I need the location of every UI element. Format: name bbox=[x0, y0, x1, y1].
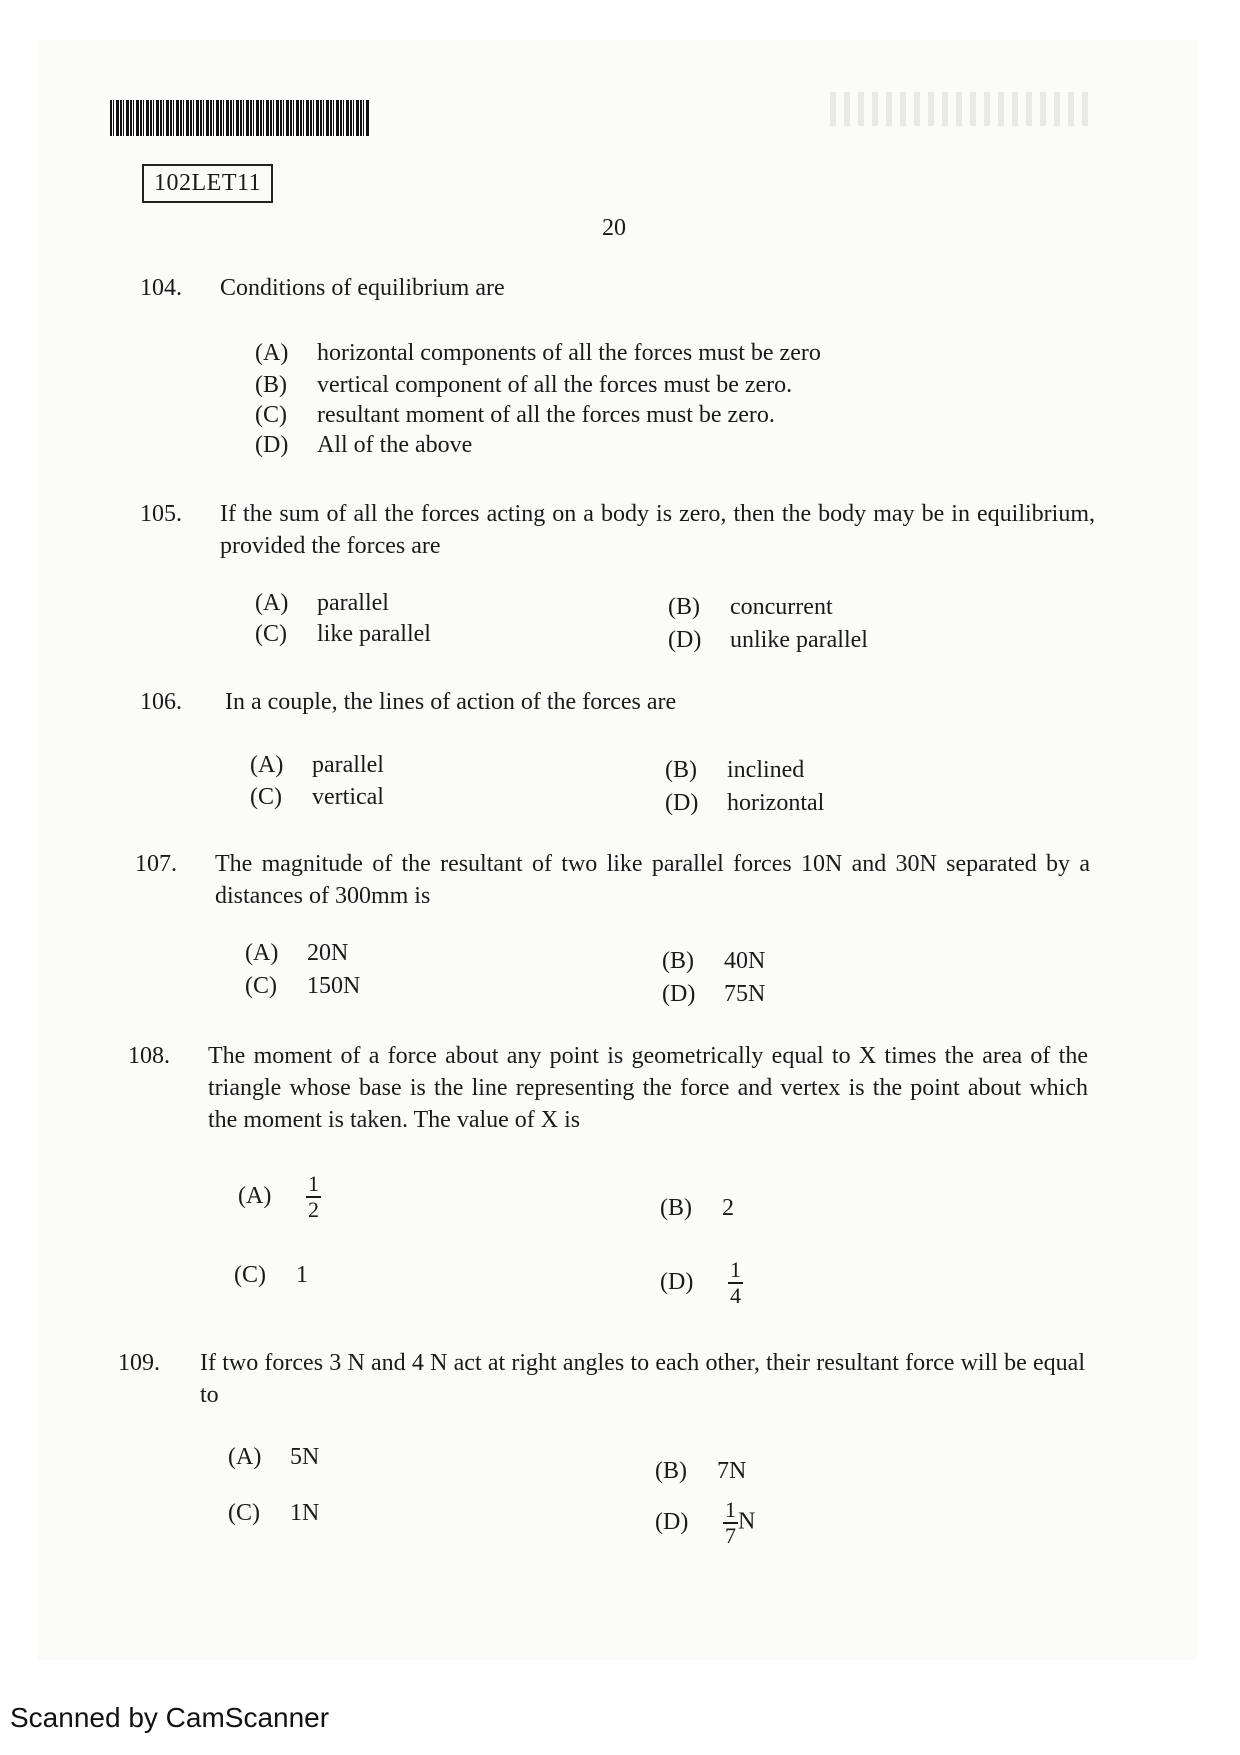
question-number: 105. bbox=[140, 501, 182, 527]
option-text: parallel bbox=[317, 590, 389, 616]
scanner-watermark: Scanned by CamScanner bbox=[10, 1702, 330, 1733]
option-text: 20N bbox=[307, 940, 349, 966]
option-106-d bbox=[665, 790, 824, 817]
option-text: 7N bbox=[717, 1458, 747, 1484]
option-label: (A) bbox=[245, 940, 279, 966]
option-105-b bbox=[668, 594, 833, 621]
option-108-b bbox=[660, 1195, 734, 1222]
option-label: (A) bbox=[238, 1182, 272, 1209]
option-label: (A) bbox=[228, 1444, 262, 1470]
option-label: (B) bbox=[668, 594, 700, 620]
option-106-b bbox=[665, 757, 804, 784]
option-text: horizontal bbox=[727, 790, 825, 816]
option-text: 1N bbox=[290, 1500, 320, 1526]
option-104-b bbox=[255, 372, 792, 399]
option-text: 75N bbox=[724, 981, 766, 1007]
option-label: (B) bbox=[655, 1458, 687, 1484]
option-label: (C) bbox=[234, 1262, 266, 1288]
option-106-c bbox=[250, 784, 384, 811]
page-number: 20 bbox=[602, 215, 626, 241]
option-label: (B) bbox=[665, 757, 697, 783]
option-108-c bbox=[234, 1262, 308, 1289]
option-107-d bbox=[662, 981, 765, 1008]
option-text: vertical component of all the forces must be zero. bbox=[317, 372, 793, 398]
question-text: The magnitude of the resultant of two like parallel forces 10N and 30N separated by a distances of 300mm is bbox=[215, 851, 1090, 909]
option-108-a bbox=[238, 1172, 321, 1222]
option-text: 5N bbox=[290, 1444, 320, 1470]
option-109-a bbox=[228, 1444, 319, 1471]
fraction-denominator: 4 bbox=[730, 1283, 741, 1308]
option-text: concurrent bbox=[730, 594, 833, 620]
fraction-denominator: 2 bbox=[308, 1197, 319, 1222]
option-text: horizontal components of all the forces must be zero bbox=[317, 340, 821, 366]
option-105-a bbox=[255, 590, 389, 617]
question-number: 109. bbox=[118, 1350, 160, 1376]
option-text: 1 bbox=[296, 1262, 308, 1288]
option-109-d bbox=[655, 1498, 755, 1548]
option-label: (C) bbox=[250, 784, 282, 810]
fraction-one-half bbox=[306, 1172, 321, 1222]
option-104-d bbox=[255, 432, 472, 459]
option-text: vertical bbox=[312, 784, 384, 810]
question-text: The moment of a force about any point is geometrically equal to X times the area of the triangle whose base is the line representing the force and vertex is the point about which the moment is taken. The value of X is bbox=[208, 1043, 1088, 1133]
option-text: 150N bbox=[307, 973, 361, 999]
barcode bbox=[110, 100, 370, 136]
option-text: unlike parallel bbox=[730, 627, 868, 653]
question-number: 108. bbox=[128, 1043, 170, 1069]
option-107-a bbox=[245, 940, 348, 967]
option-104-c bbox=[255, 402, 775, 429]
option-label: (A) bbox=[255, 340, 289, 366]
option-text: 2 bbox=[722, 1195, 734, 1221]
question-number: 107. bbox=[135, 851, 177, 877]
option-105-d bbox=[668, 627, 868, 654]
fraction-unit: N bbox=[738, 1508, 756, 1535]
option-label: (B) bbox=[255, 372, 287, 398]
question-text: In a couple, the lines of action of the forces are bbox=[225, 689, 677, 715]
option-label: (D) bbox=[668, 627, 702, 653]
option-109-b bbox=[655, 1458, 746, 1485]
option-108-d bbox=[660, 1258, 743, 1308]
fraction-numerator: 1 bbox=[308, 1171, 319, 1196]
option-label: (D) bbox=[655, 1508, 689, 1535]
fraction-denominator: 7 bbox=[725, 1523, 736, 1548]
option-label: (B) bbox=[660, 1195, 692, 1221]
option-105-c bbox=[255, 621, 431, 648]
question-number: 104. bbox=[140, 275, 182, 301]
option-text: parallel bbox=[312, 752, 384, 778]
faint-bleedthrough-stamp bbox=[830, 92, 1090, 126]
fraction-one-seventh bbox=[723, 1498, 738, 1548]
option-109-c bbox=[228, 1500, 319, 1527]
option-text: All of the above bbox=[317, 432, 473, 458]
option-label: (D) bbox=[662, 981, 696, 1007]
option-label: (D) bbox=[665, 790, 699, 816]
option-106-a bbox=[250, 752, 384, 779]
option-label: (C) bbox=[255, 621, 287, 647]
option-label: (D) bbox=[255, 432, 289, 458]
option-text: like parallel bbox=[317, 621, 431, 647]
option-text: resultant moment of all the forces must be zero. bbox=[317, 402, 775, 428]
option-label: (C) bbox=[245, 973, 277, 999]
question-text: Conditions of equilibrium are bbox=[220, 275, 505, 301]
paper-code: 102LET11 bbox=[142, 164, 273, 203]
option-label: (C) bbox=[228, 1500, 260, 1526]
option-label: (B) bbox=[662, 948, 694, 974]
option-107-c bbox=[245, 973, 360, 1000]
question-text: If the sum of all the forces acting on a body is zero, then the body may be in equilibrium, provided the forces are bbox=[220, 501, 1095, 559]
option-label: (C) bbox=[255, 402, 287, 428]
fraction-numerator: 1 bbox=[730, 1257, 741, 1282]
option-text: inclined bbox=[727, 757, 805, 783]
option-text: 40N bbox=[724, 948, 766, 974]
question-number: 106. bbox=[140, 689, 182, 715]
option-104-a bbox=[255, 340, 821, 367]
option-107-b bbox=[662, 948, 765, 975]
fraction-one-quarter bbox=[728, 1258, 743, 1308]
question-text: If two forces 3 N and 4 N act at right angles to each other, their resultant force will be equal to bbox=[200, 1350, 1085, 1408]
option-label: (A) bbox=[255, 590, 289, 616]
fraction-numerator: 1 bbox=[725, 1497, 736, 1522]
option-label: (D) bbox=[660, 1268, 694, 1295]
option-label: (A) bbox=[250, 752, 284, 778]
